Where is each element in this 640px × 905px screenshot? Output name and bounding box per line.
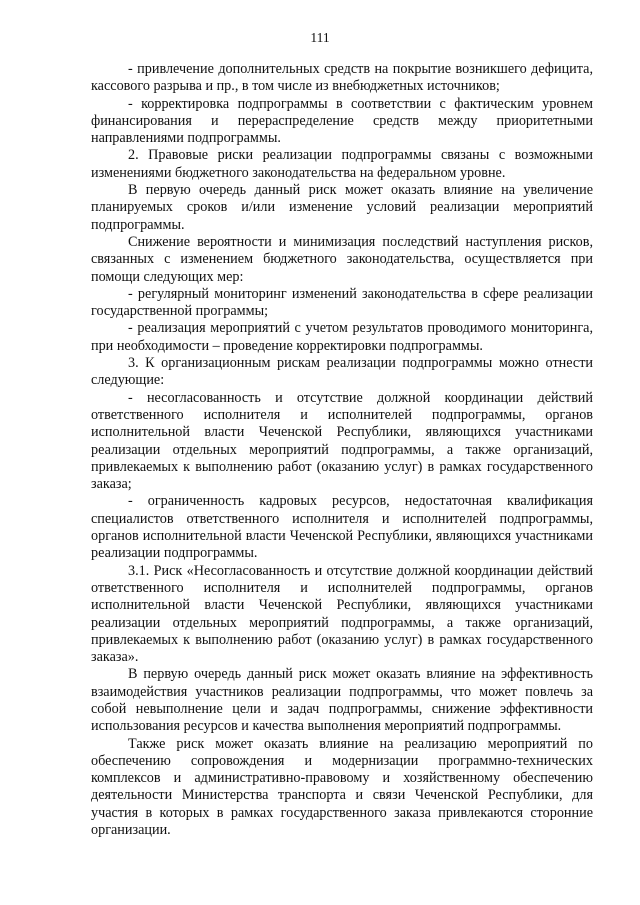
paragraph: Снижение вероятности и минимизация последствий наступления рисков, связанных с изменением бюджетного законодательства, осуществляется при помощи следующих мер: [91,233,593,285]
paragraph: В первую очередь данный риск может оказать влияние на увеличение планируемых сроков и/или изменение условий реализации мероприятий подпрограммы. [91,182,593,233]
paragraph: - корректировка подпрограммы в соответствии с фактическим уровнем финансирования и перераспределение средств между приоритетными направлениями подпрограммы. [91,95,593,147]
paragraph: - реализация мероприятий с учетом результатов проводимого мониторинга, при необходимости – проведение корректировки подпрограммы. [91,320,593,354]
paragraph: 3.1. Риск «Несогласованность и отсутствие должной координации действий ответственного исполнителя и исполнителей подпрограммы, органов исполнительной власти Чеченской Республики, являющихся участниками реализации отдельных мероприятий подпрограммы, а также организаций, привлекаемых к выполнению работ (оказанию услуг) в рамках государственного заказа». [91,562,593,666]
paragraph: Также риск может оказать влияние на реализацию мероприятий по обеспечению сопровождения и модернизации программно-технических комплексов и административно-правовому и хозяйственному обеспечению деятельности Министерства транспорта и связи Чеченской Республики, для участия в которых в рамках государственного заказа привлекаются сторонние организации. [91,735,593,839]
document-body [91,61,593,839]
paragraph: - ограниченность кадровых ресурсов, недостаточная квалификация специалистов ответственного исполнителя и исполнителей подпрограммы, органов исполнительной власти Чеченской Республики, являющихся участниками реализации подпрограммы. [91,493,593,562]
paragraph: 2. Правовые риски реализации подпрограммы связаны с возможными изменениями бюджетного законодательства на федеральном уровне. [91,147,593,181]
paragraph: - регулярный мониторинг изменений законодательства в сфере реализации государственной программы; [91,285,593,320]
page-number: 111 [310,30,330,45]
paragraph: - несогласованность и отсутствие должной координации действий ответственного исполнителя и исполнителей подпрограммы, органов исполнительной власти Чеченской Республики, являющихся участниками реализации отдельных мероприятий подпрограммы, а также организаций, привлекаемых к выполнению работ (оказанию услуг) в рамках государственного заказа; [91,389,593,493]
paragraph: - привлечение дополнительных средств на покрытие возникшего дефицита, кассового разрыва и пр., в том числе из внебюджетных источников; [91,61,593,95]
paragraph: В первую очередь данный риск может оказать влияние на эффективность взаимодействия участников реализации подпрограммы, что может повлечь за собой невыполнение цели и задач подпрограммы, снижение эффективности использования ресурсов и качества выполнения мероприятий подпрограммы. [91,666,593,735]
paragraph: 3. К организационным рискам реализации подпрограммы можно отнести следующие: [91,355,593,389]
